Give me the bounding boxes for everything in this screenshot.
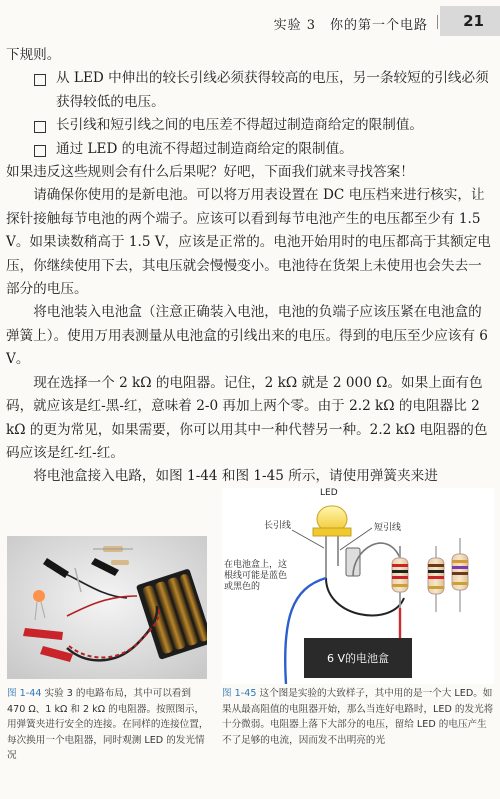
bullet-text: 长引线和短引线之间的电压差不得超过制造商给定的限制值。 [56,117,424,134]
bullet-text: 通过 LED 的电流不得超过制造商给定的限制值。 [56,140,353,157]
figure-caption-1-44 [7,686,209,764]
paragraph: 如果违反这些规则会有什么后果呢？好吧，下面我们就来寻找答案！ [6,164,414,181]
checkbox-bullet-icon [34,74,46,86]
list-item [6,138,494,161]
paragraph: 现在选择一个 2 kΩ 的电阻器。记住，2 kΩ 就是 2 000 Ω。如果上面有色码，就应该是红-黑-红，意味着 2-0 再加上两个零。由于 2.2 kΩ 的电阻器比 2 kΩ 的更为常见，如果需要，你可以用其中一种代替另一种。2.2 kΩ 电阻器的色码应该是红-红-红。 [6,374,488,461]
page-header [0,6,500,36]
list-item [6,67,494,114]
paragraph: 将电池盒接入电路，如图 1-44 和图 1-45 所示，请使用弹簧夹来进 [33,468,438,485]
checkbox-bullet-icon [34,145,46,157]
page-number: 21 [463,12,484,30]
led-label: LED [320,488,338,498]
long-lead-label: 长引线 [264,521,292,531]
short-lead-label: 短引线 [374,523,402,533]
paragraph: 将电池装入电池盒（注意正确装入电池，电池的负端子应该压紧在电池盒的弹簧上）。使用万用表测量从电池盒的引线出来的电压。得到的电压至少应该有 6 V。 [6,304,488,368]
caption-text: 这个图是实验的大致样子，其中用的是一个大 LED。如果从最高阻值的电阻器开始，那么当连好电路时，LED 的发光将十分微弱。电阻器上落下大部分的电压，留给 LED 的电压产生不了足够的电流，因而发不出明亮的光 [222,688,494,746]
header-divider [437,15,438,29]
figure-number: 图 1-45 [222,688,257,699]
battery-note: 在电池盒上，这根线可能是蓝色或黑色的 [224,560,288,592]
battery-box-label: 6 V的电池盒 [326,652,390,665]
body-text [6,44,494,489]
figure-number: 图 1-44 [7,688,42,699]
chapter-title: 实验 3 你的第一个电路 [273,18,428,33]
lead-text: 下规则。 [6,47,61,63]
circuit-photo [7,536,207,679]
figure-caption-1-45 [222,686,494,748]
caption-text: 实验 3 的电路布局，其中可以看到 470 Ω、1 kΩ 和 2 kΩ 的电阻器。按照图示，用弹簧夹进行安全的连接。在同样的连接位置，每次换用一个电阻器，同时观测 LED 的发光情况 [7,688,209,761]
paragraph: 请确保你使用的是新电池。可以将万用表设置在 DC 电压档来进行核实，让探针接触每节电池的两个端子。应该可以看到每节电池产生的电压都至少有 1.5 V。如果读数稍高于 1.5 V，应该是正常的。电池开始用时的电压都高于其额定电压，你继续使用下去，其电压就会慢慢变小。电池待在货架上未使用也会失去一部分的电压。 [6,187,491,298]
checkbox-bullet-icon [34,121,46,133]
bullet-text: 从 LED 中伸出的较长引线必须获得较高的电压，另一条较短的引线必须获得较低的电压。 [56,70,489,110]
list-item [6,114,494,137]
